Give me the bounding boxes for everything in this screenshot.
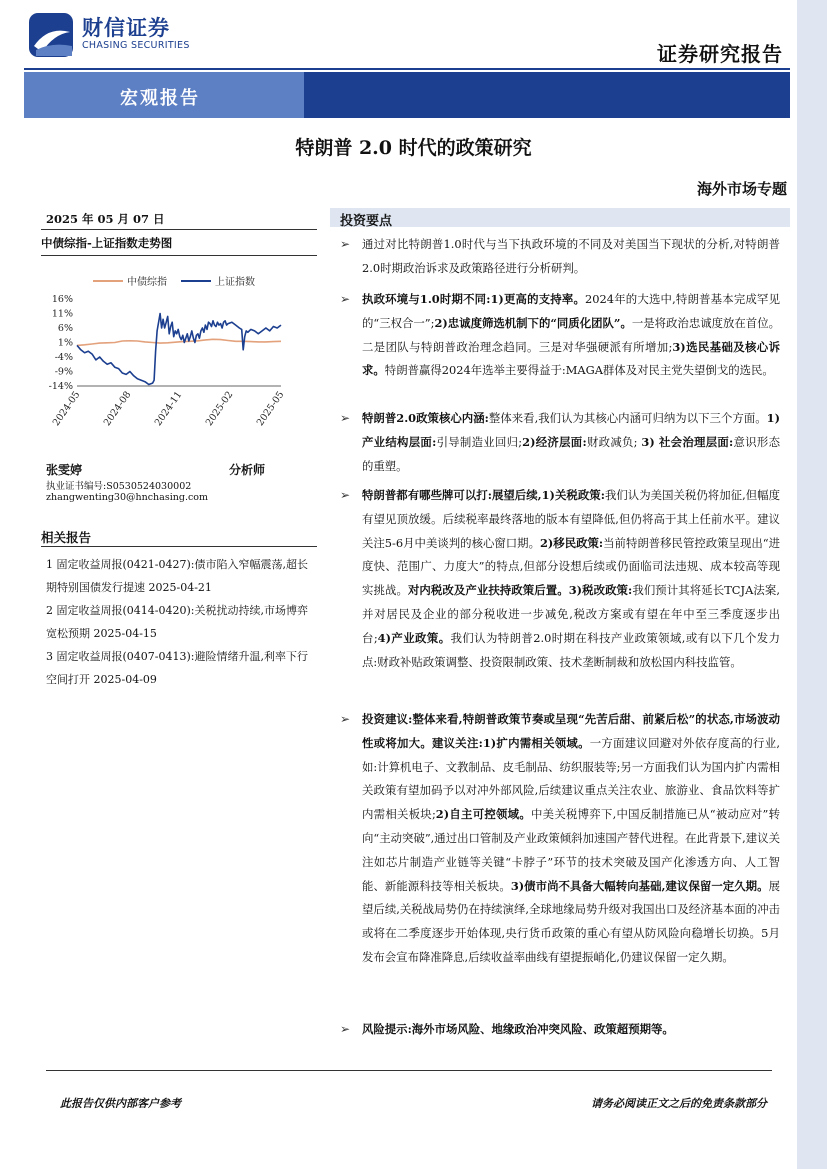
summary-paragraph-2 — [340, 288, 780, 383]
text-segment: 我们预计其将延长TCJA法案,并对居民及企业的部分税收进一步减免,税改方案或有望在年中至三季度逐步出台; — [362, 583, 780, 645]
author-license: 执业证书编号:S0530524030002 — [46, 481, 192, 492]
related-divider — [41, 546, 317, 547]
x-tick-label: 2025-05 — [254, 389, 287, 429]
text-segment: 我们认为美国关税仍将加征,但幅度有望见顶放缓。后续税率最终落地的版本有望降低,但仍将高于其上任前水平。建议关注5-6月中美谈判的核心窗口期。 — [362, 488, 780, 550]
y-tick-label: 1% — [57, 337, 73, 349]
series-line — [77, 339, 281, 345]
banner-label: 宏观报告 — [120, 88, 200, 109]
brand-name — [82, 16, 190, 52]
bold-text-segment: 特朗普2.0政策核心内涵: — [362, 411, 489, 425]
header-rule — [24, 68, 790, 70]
category-banner — [24, 72, 790, 118]
related-report-item[interactable]: 3 固定收益周报(0407-0413):避险情绪升温,利率下行空间打开 2025-04-09 — [46, 650, 308, 686]
text-segment: 意识形态的重塑。 — [362, 434, 780, 473]
brand-name-cn: 财信证券 — [82, 16, 170, 40]
paragraph-text — [362, 1018, 780, 1042]
legend-label: 中债综指 — [127, 277, 167, 288]
bold-text-segment: 4)产业政策。 — [377, 630, 451, 645]
bold-text-segment: 风险提示:海外市场风险、地缘政治冲突风险、政策超预期等。 — [362, 1022, 674, 1036]
bold-text-segment: 3)选民基础及核心诉求。 — [362, 339, 780, 378]
x-tick-label: 2024-11 — [152, 389, 185, 429]
text-segment: 财政减负; — [586, 434, 642, 449]
x-tick-label: 2024-05 — [50, 389, 83, 429]
y-tick-label: -4% — [54, 352, 73, 363]
banner-right-block — [304, 72, 790, 118]
right-margin-strip — [797, 0, 827, 1169]
bold-text-segment: 3)债市尚不具备大幅转向基础,建议保留一定久期。 — [510, 878, 769, 893]
summary-paragraph-5 — [340, 708, 780, 970]
bullet-arrow-icon: ➢ — [340, 237, 351, 251]
bold-text-segment: 3) 社会治理层面: — [641, 434, 734, 449]
x-tick-label: 2025-02 — [203, 389, 236, 429]
bullet-arrow-icon: ➢ — [340, 411, 351, 425]
related-reports-list — [46, 553, 310, 691]
bold-text-segment: 1)产业结构层面: — [362, 411, 780, 449]
bold-text-segment: 2)自主可控领域。 — [435, 807, 531, 822]
bullet-arrow-icon: ➢ — [340, 1022, 351, 1036]
chart-title-divider — [41, 255, 317, 256]
x-tick-label: 2024-08 — [101, 389, 134, 429]
text-segment: 整体来看,我们认为其核心内涵可归纳为以下三个方面。 — [488, 411, 767, 425]
footer-disclaimer: 请务必阅读正文之后的免责条款部分 — [591, 1097, 767, 1110]
summary-title: 投资要点 — [340, 214, 393, 229]
text-segment: 我们认为特朗普2.0时期在科技产业政策领域,或有以下几个发力点:财政补贴政策调整、投资限制政策、技术垄断制裁和放松国内科技监管。 — [362, 630, 780, 669]
paragraph-text: 通过对比特朗普1.0时代与当下执政环境的不同及对美国当下现状的分析,对特朗普2.0时期政治诉求及政策路径进行分析研判。 — [362, 237, 780, 275]
series-line — [77, 314, 281, 385]
bold-text-segment: 执政环境与1.0时期不同:1)更高的支持率。 — [362, 292, 586, 306]
text-segment: 展望后续,关税战局势仍在持续演绎,全球地缘局势升级对我国出口及经济基本面的冲击或将在二季度逐步开始体现,央行货币政策的重心有望从防风险向稳增长切换。5月发布会宣布降准降息,后续收益率曲线有望提振峭化,仍建议保留一定久期。 — [362, 878, 780, 964]
y-tick-label: -9% — [54, 366, 73, 378]
related-report-item[interactable]: 2 固定收益周报(0414-0420):关税扰动持续,市场博弈宽松预期 2025-04-15 — [46, 604, 308, 640]
footer-note: 此报告仅供内部客户参考 — [60, 1097, 181, 1110]
footer-rule — [46, 1070, 772, 1071]
y-tick-label: -14% — [48, 381, 73, 392]
date-divider — [41, 229, 317, 230]
text-segment: 引导制造业回归; — [436, 434, 523, 449]
text-segment: 一是将政治忠诚度放在首位。二是团队与特朗普政治理念趋同。三是对华强硬派有所增加; — [362, 315, 780, 354]
bold-text-segment: 特朗普都有哪些牌可以打:展望后续,1)关税政策: — [362, 488, 605, 502]
bold-text-segment: 对内税改及产业扶持政策后置。3)税改政策: — [407, 583, 633, 598]
legend-label: 上证指数 — [215, 277, 255, 288]
report-date: 2025 年 05 月 07 日 — [46, 212, 165, 226]
bold-text-segment: 2)经济层面: — [522, 434, 587, 449]
report-subtitle: 海外市场专题 — [696, 180, 787, 198]
paragraph-text — [362, 407, 780, 478]
paragraph-text — [362, 288, 780, 383]
summary-header-bar — [330, 208, 790, 227]
index-trend-chart — [41, 266, 291, 436]
author-name: 张雯婷 — [46, 463, 83, 477]
y-tick-label: 11% — [51, 308, 73, 320]
author-email[interactable]: zhangwenting30@hnchasing.com — [46, 492, 209, 503]
author-role: 分析师 — [229, 463, 266, 477]
summary-paragraph-1 — [340, 233, 780, 281]
bold-text-segment: 投资建议:整体来看,特朗普政策节奏或呈现“先苦后甜、前紧后松”的状态,市场波动性或将加大。建议关注:1)扩内需相关领域。 — [362, 712, 780, 750]
report-title: 特朗普 2.0 时代的政策研究 — [295, 137, 532, 159]
bold-text-segment: 2)移民政策: — [539, 535, 604, 550]
summary-paragraph-6 — [340, 1018, 780, 1042]
bullet-arrow-icon: ➢ — [340, 292, 351, 306]
brand-name-en: CHASING SECURITIES — [82, 40, 190, 51]
bullet-arrow-icon: ➢ — [340, 712, 351, 726]
paragraph-text — [362, 708, 780, 970]
bold-text-segment: 2)忠诚度筛选机制下的“同质化团队”。 — [434, 315, 632, 330]
related-report-item[interactable]: 1 固定收益周报(0421-0427):债市陷入窄幅震荡,超长期特别国债发行提速 2025-04-21 — [46, 558, 308, 594]
y-tick-label: 16% — [51, 294, 73, 305]
bullet-arrow-icon: ➢ — [340, 488, 351, 502]
paragraph-text — [362, 484, 780, 674]
summary-paragraph-3 — [340, 407, 780, 478]
document-type: 证券研究报告 — [657, 42, 783, 66]
summary-paragraph-4 — [340, 484, 780, 674]
text-segment: 2024年的大选中,特朗普基本完成罕见的“三权合一”; — [362, 292, 780, 330]
chart-title: 中债综指-上证指数走势图 — [41, 236, 173, 250]
text-segment: 特朗普赢得2024年选举主要得益于:MAGA群体及对民主党失望倒戈的选民。 — [384, 363, 774, 378]
related-reports-title: 相关报告 — [41, 530, 92, 545]
text-segment: 一方面建议回避对外依存度高的行业,如:计算机电子、文教制品、皮毛制品、纺织服装等;另一方面我们认为国内扩内需相关政策有望加码予以对冲外部风险,后续建议重点关注农业、旅游业、食品饮料等扩内需相关板块; — [362, 735, 780, 822]
text-segment: 当前特朗普移民管控政策呈现出“进度快、范围广、力度大”的特点,但部分设想后续或仍面临司法违规、成本较高等现实挑战。 — [362, 535, 780, 598]
y-tick-label: 6% — [57, 323, 73, 334]
text-segment: 中美关税博弈下,中国反制措施已从“被动应对”转向“主动突破”,通过出口管制及产业政策倾斜加速国产替代进程。在此背景下,建议关注如芯片制造产业链等关键“卡脖子”环节的技术突破及国产化渗透方向、人工智能、新能源科技等相关板块。 — [362, 807, 780, 893]
